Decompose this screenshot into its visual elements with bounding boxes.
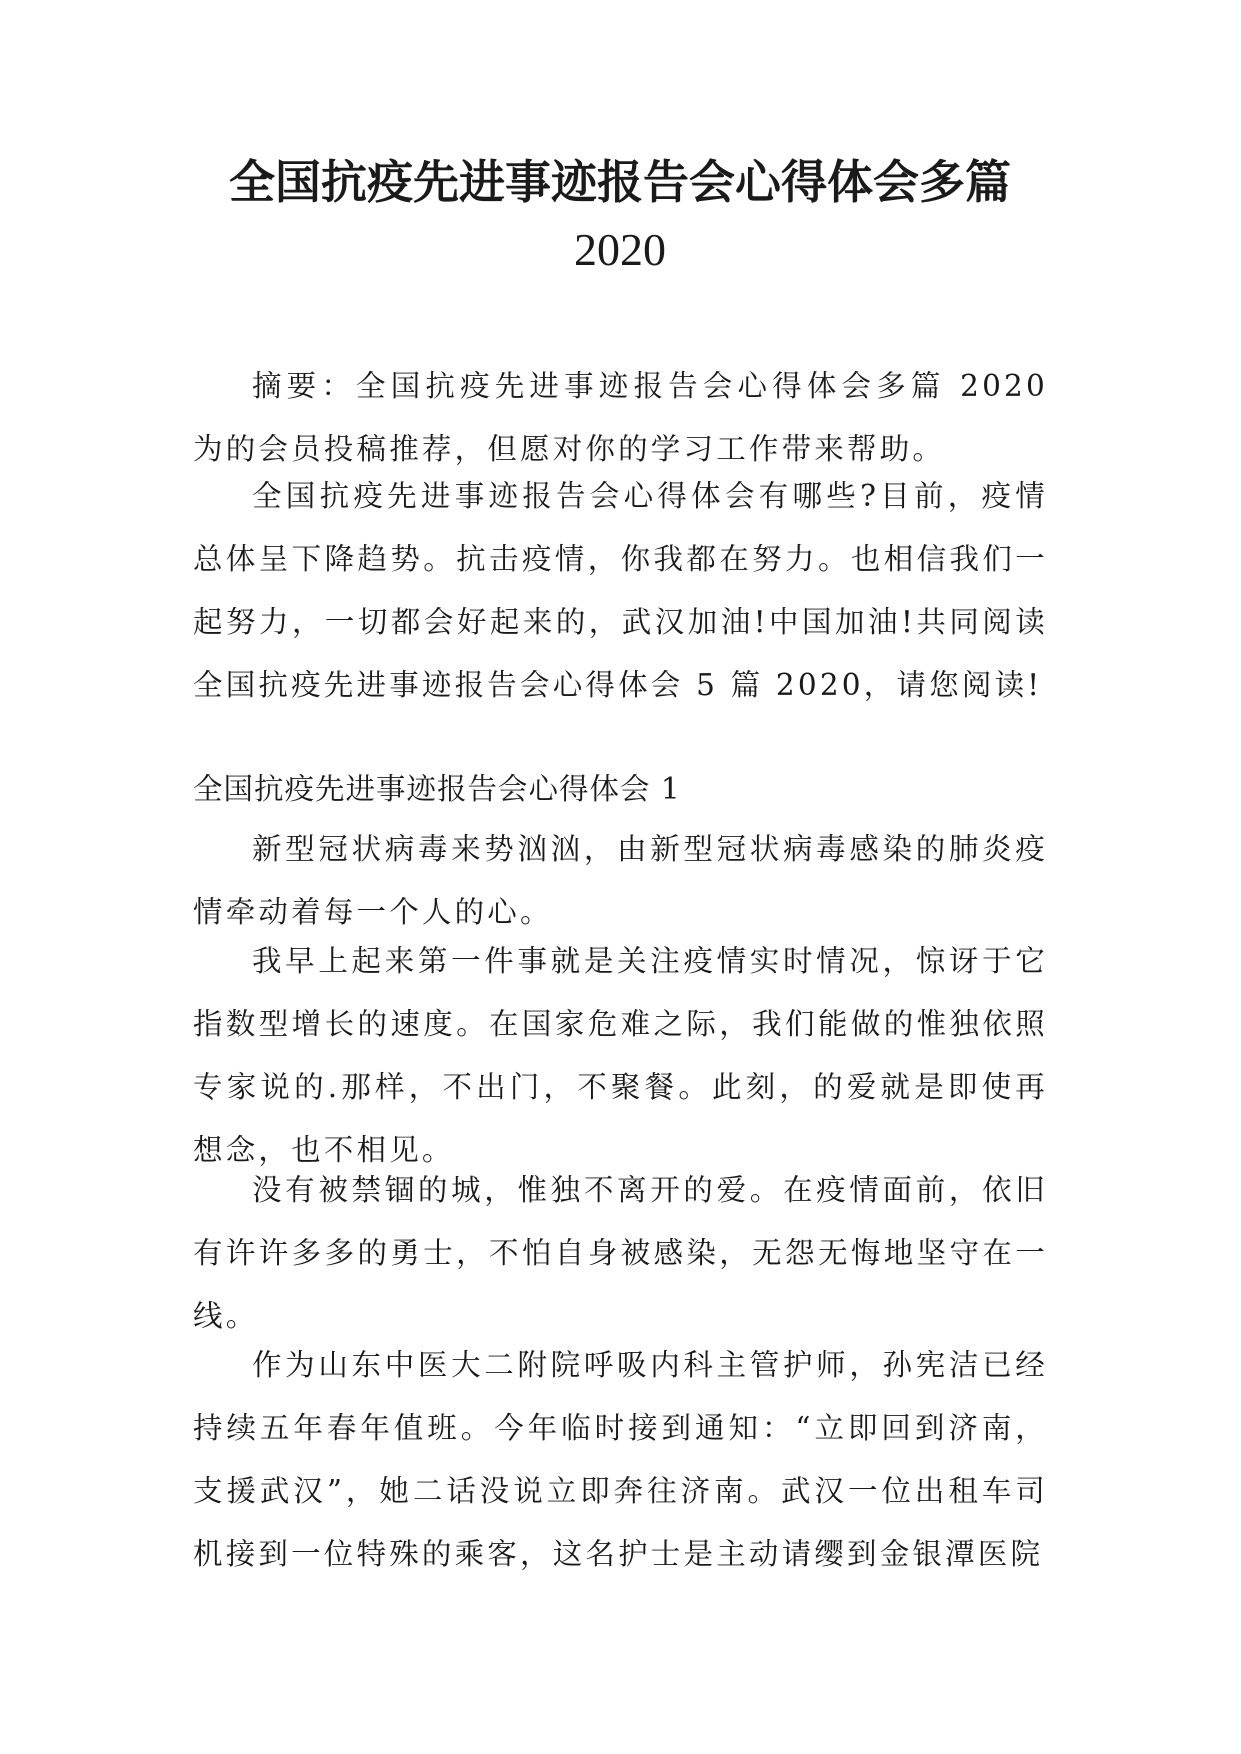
document-title-line-1: 全国抗疫先进事迹报告会心得体会多篇 [229,155,1011,209]
abstract-paragraph: 摘要：全国抗疫先进事迹报告会心得体会多篇 2020 为的会员投稿推荐，但愿对你的学习工作带来帮助。 [193,369,1048,466]
section-1-paragraph-2: 我早上起来第一件事就是关注疫情实时情况，惊讶于它指数型增长的速度。在国家危难之际，我们能做的惟独依照专家说的.那样，不出门，不聚餐。此刻，的爱就是即使再想念，也不相见。 [193,944,1048,1167]
section-1-paragraph-1: 新型冠状病毒来势汹汹，由新型冠状病毒感染的肺炎疫情牵动着每一个人的心。 [193,832,1048,929]
document-title-line-2: 2020 [574,224,666,275]
intro-paragraph: 全国抗疫先进事迹报告会心得体会有哪些?目前，疫情总体呈下降趋势。抗击疫情，你我都在努力。也相信我们一起努力，一切都会好起来的，武汉加油!中国加油!共同阅读全国抗疫先进事迹报告会心得体会 5 篇 2020，请您阅读! [193,479,1048,702]
section-1-paragraph-3: 没有被禁锢的城，惟独不离开的爱。在疫情面前，依旧有许许多多的勇士，不怕自身被感染，无怨无悔地坚守在一线。 [193,1173,1048,1333]
section-1-heading: 全国抗疫先进事迹报告会心得体会 1 [193,772,681,806]
section-1-paragraph-4: 作为山东中医大二附院呼吸内科主管护师，孙宪洁已经持续五年春年值班。今年临时接到通知：“立即回到济南，支援武汉”，她二话没说立即奔往济南。武汉一位出租车司机接到一位特殊的乘客，这名护士是主动请缨到金银潭医院 [193,1348,1048,1571]
